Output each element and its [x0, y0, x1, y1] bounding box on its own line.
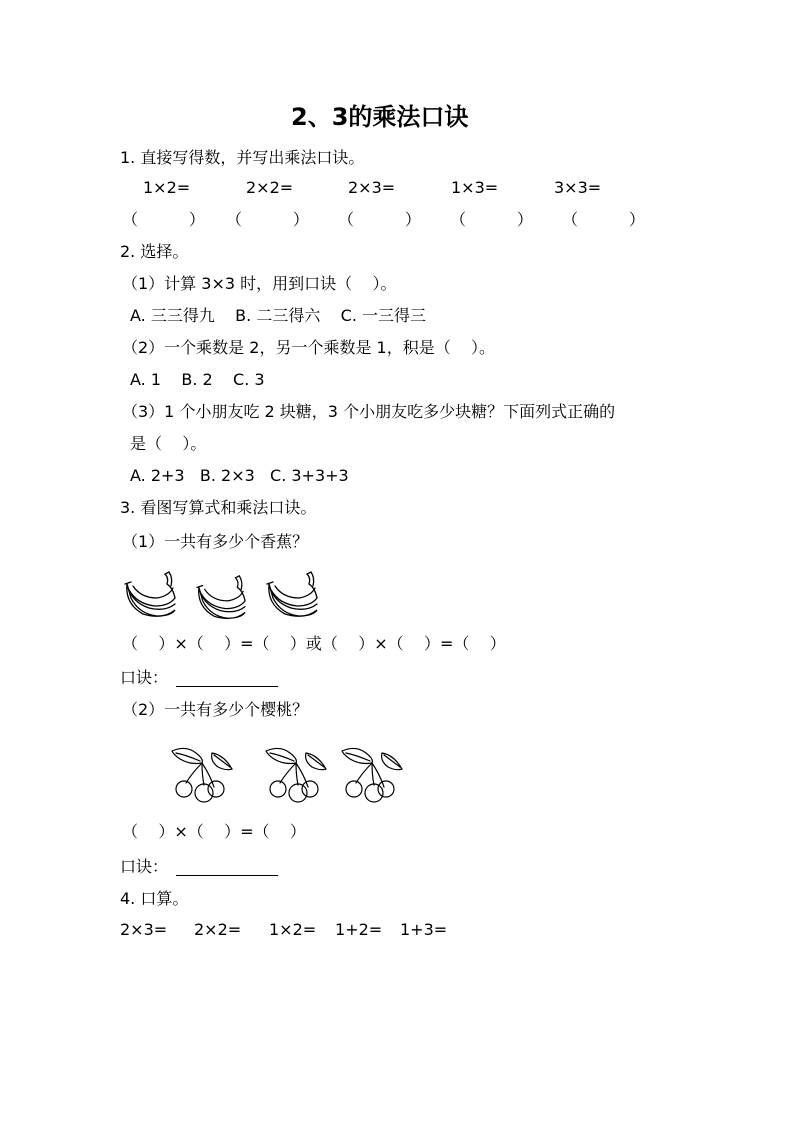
q1-answer-blank[interactable]: （ ）: [562, 210, 645, 229]
banana-icon: [121, 568, 179, 622]
q2-part3: （3）1 个小朋友吃 2 块糖，3 个小朋友吃多少块糖？下面列式正确的: [122, 402, 616, 421]
q3-part1: （1）一共有多少个香蕉？: [122, 532, 309, 551]
koujue-answer-line[interactable]: [176, 875, 278, 876]
q1-expr: 2×2=: [246, 178, 294, 197]
q4-expr: 2×2=: [194, 920, 242, 939]
q2-part3-options: A. 2+3 B. 2×3 C. 3+3+3: [130, 466, 349, 485]
q3-part2: （2）一共有多少个樱桃？: [122, 700, 309, 719]
koujue-answer-line[interactable]: [176, 686, 278, 687]
q4-expr: 1+3=: [400, 920, 448, 939]
q2-part1-options: A. 三三得九 B. 二三得六 C. 一三得三: [130, 306, 427, 325]
q1-expr: 2×3=: [348, 178, 396, 197]
q1-answer-blank[interactable]: （ ）: [338, 210, 421, 229]
q4-expr: 2×3=: [120, 920, 168, 939]
q1-expr: 1×2=: [143, 178, 191, 197]
q2-part2-options: A. 1 B. 2 C. 3: [130, 370, 265, 389]
q2-heading: 2. 选择。: [120, 242, 189, 261]
q4-heading: 4. 口算。: [120, 889, 189, 908]
q1-expr: 3×3=: [554, 178, 602, 197]
koujue-label: 口诀：: [120, 668, 169, 687]
q2-part3-cont: 是（ ）。: [130, 434, 207, 453]
q1-heading: 1. 直接写得数，并写出乘法口诀。: [120, 148, 365, 167]
cherry-icon: [262, 745, 334, 805]
page-title: 2、3的乘法口诀: [291, 103, 469, 131]
koujue-label: 口诀：: [120, 857, 169, 876]
q1-expr: 1×3=: [451, 178, 499, 197]
q3-part2-equation[interactable]: （ ）×（ ）=（ ）: [122, 822, 306, 841]
q1-answer-blank[interactable]: （ ）: [122, 210, 205, 229]
q4-expr: 1×2=: [269, 920, 317, 939]
q2-part2: （2）一个乘数是 2，另一个乘数是 1，积是（ ）。: [122, 338, 496, 357]
cherry-icon: [168, 745, 240, 805]
q1-answer-blank[interactable]: （ ）: [450, 210, 533, 229]
cherry-icon: [338, 745, 410, 805]
banana-icon: [263, 568, 321, 622]
q4-expr: 1+2=: [335, 920, 383, 939]
q3-heading: 3. 看图写算式和乘法口诀。: [120, 498, 317, 517]
q1-answer-blank[interactable]: （ ）: [226, 210, 309, 229]
q2-part1: （1）计算 3×3 时，用到口诀（ ）。: [122, 274, 397, 293]
q3-part1-equation[interactable]: （ ）×（ ）=（ ）或（ ）×（ ）=（ ）: [122, 634, 506, 653]
banana-icon: [193, 572, 249, 624]
